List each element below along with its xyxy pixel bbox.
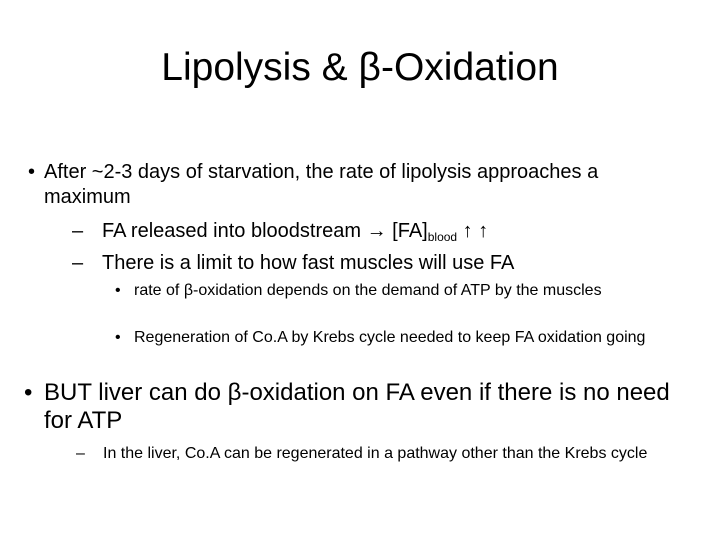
fa-released-text: FA released into bloodstream bbox=[102, 220, 367, 242]
bullet-dot-icon: • bbox=[28, 161, 36, 183]
subsubbullet-regeneration bbox=[115, 328, 654, 347]
slide-title bbox=[0, 44, 720, 92]
rate-beta-symbol: β bbox=[183, 282, 194, 299]
right-arrow-icon: → bbox=[366, 220, 387, 242]
subsubbullet-rate bbox=[115, 281, 654, 300]
bullet-dot-icon: • bbox=[24, 379, 33, 406]
title-prefix: Lipolysis & bbox=[161, 46, 359, 89]
up-arrows-icon: ↑ ↑ bbox=[457, 220, 489, 242]
bullet-starvation bbox=[28, 160, 684, 210]
subbullet-liver-coa bbox=[76, 443, 683, 464]
dash-icon: – bbox=[76, 445, 85, 462]
fa-concentration-label: [FA] bbox=[386, 220, 428, 242]
title-suffix: -Oxidation bbox=[380, 46, 559, 89]
dash-icon: – bbox=[72, 220, 84, 242]
bullet-liver bbox=[24, 379, 694, 435]
muscle-limit-text: There is a limit to how fast muscles will use FA bbox=[102, 252, 515, 274]
regeneration-text: Regeneration of Co.A by Krebs cycle needed to keep FA oxidation going bbox=[134, 329, 646, 346]
liver-beta-symbol: β bbox=[227, 379, 242, 406]
bullet-dot-icon: • bbox=[115, 282, 121, 299]
liver-suffix: -oxidation on FA even if there is no need for ATP bbox=[44, 379, 670, 434]
rate-prefix: rate of bbox=[134, 282, 184, 299]
liver-prefix: BUT liver can do bbox=[44, 379, 228, 406]
title-beta-symbol: β bbox=[358, 46, 381, 89]
liver-coa-text: In the liver, Co.A can be regenerated in a pathway other than the Krebs cycle bbox=[103, 445, 648, 462]
blood-subscript: blood bbox=[427, 230, 458, 244]
dash-icon: – bbox=[72, 252, 84, 274]
rate-suffix: -oxidation depends on the demand of ATP by the muscles bbox=[193, 282, 602, 299]
bullet-dot-icon: • bbox=[115, 329, 121, 346]
subbullet-fa-released bbox=[72, 219, 692, 244]
bullet-starvation-text: After ~2-3 days of starvation, the rate of lipolysis approaches a maximum bbox=[44, 161, 599, 208]
subbullet-muscle-limit bbox=[72, 251, 692, 276]
